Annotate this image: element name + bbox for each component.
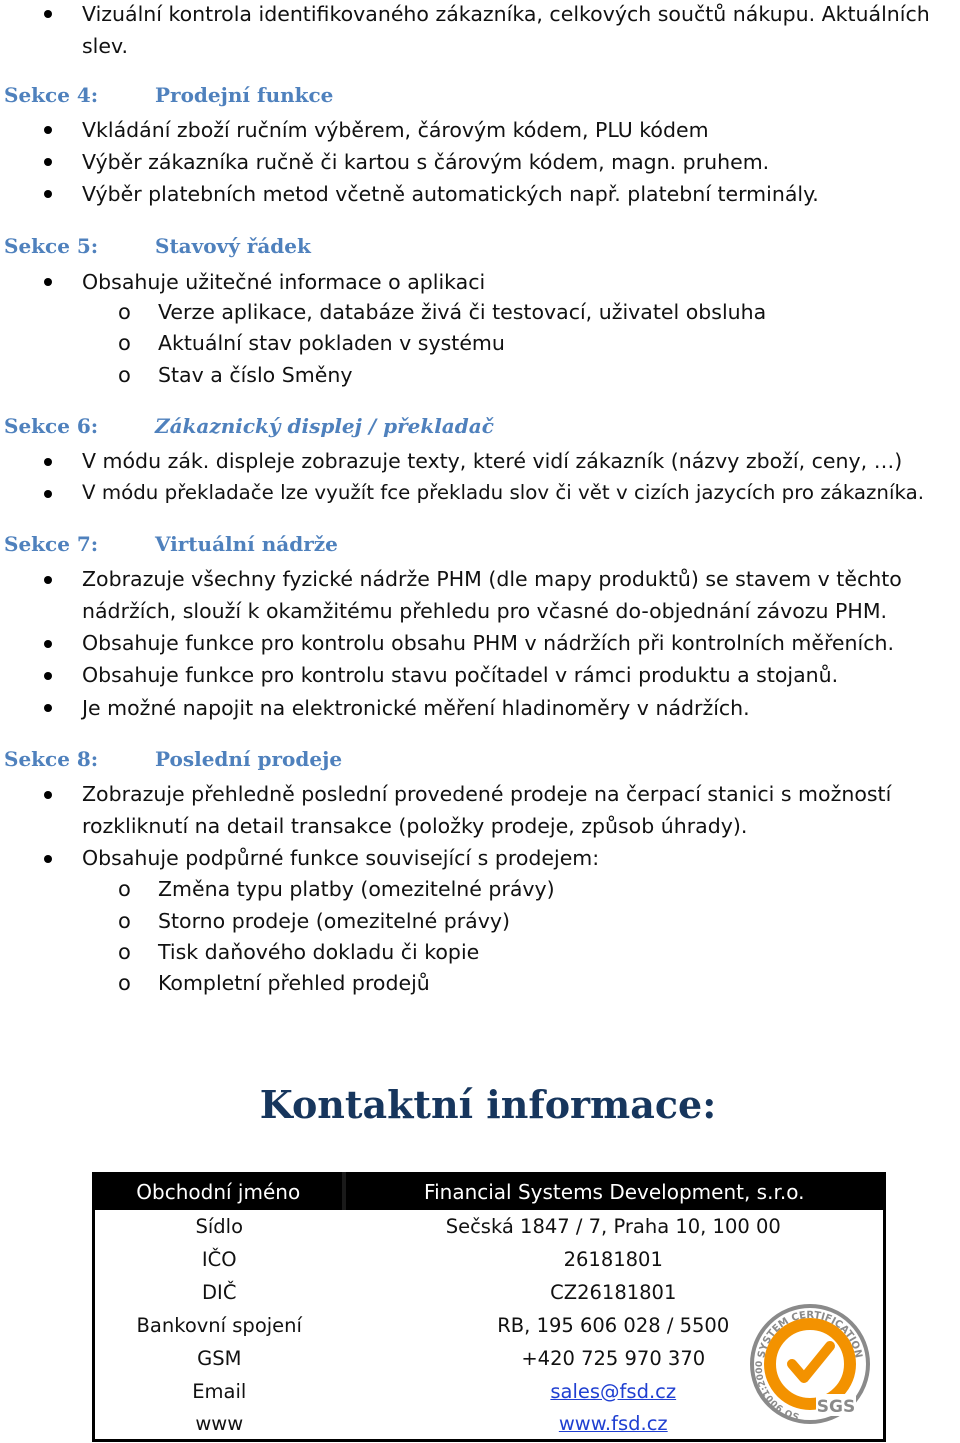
header-value: Financial Systems Development, s.r.o. (344, 1174, 885, 1210)
row-label: Bankovní spojení (136, 1313, 302, 1337)
table-row (94, 1210, 885, 1243)
list-item: Obsahuje funkce pro kontrolu stavu počítadel v rámci produktu a stojanů. (82, 663, 839, 687)
row-label: www (195, 1411, 244, 1435)
row-value: 26181801 (563, 1247, 663, 1271)
iso-certification-seal (748, 1302, 872, 1426)
sub-bullet: o (118, 877, 131, 901)
bullet (44, 458, 52, 466)
section-7-title: Virtuální nádrže (155, 532, 338, 556)
sub-bullet: o (118, 909, 131, 933)
sub-bullet: o (118, 331, 131, 355)
bullet (44, 190, 52, 198)
intro-line-2: slev. (82, 34, 129, 58)
seal-top-text: SYSTEM CERTIFICATION (756, 1309, 864, 1360)
list-item: Obsahuje funkce pro kontrolu obsahu PHM v nádržích při kontrolních měřeních. (82, 631, 895, 655)
section-6-title: Zákaznický displej / překladač (155, 414, 494, 438)
bullet (44, 126, 52, 134)
bullet (44, 704, 52, 712)
section-5-title: Stavový řádek (155, 234, 311, 258)
contact-heading: Kontaktní informace: (259, 1082, 717, 1127)
sub-list-item: Storno prodeje (omezitelné právy) (158, 909, 511, 933)
bullet (44, 576, 52, 584)
email-link[interactable]: sales@fsd.cz (550, 1379, 677, 1403)
list-item-continuation: nádržích, slouží k okamžitému přehledu pro včasné do-objednání závozu PHM. (82, 599, 888, 623)
website-link[interactable]: www.fsd.cz (558, 1411, 668, 1435)
list-item: V módu překladače lze využít fce překladu slov či vět v cizích jazycích pro zákazníka. (82, 481, 924, 504)
list-item: V módu zák. displeje zobrazuje texty, které vidí zákazník (názvy zboží, ceny, …) (82, 449, 903, 473)
bullet (44, 672, 52, 680)
bullet (44, 278, 52, 286)
sub-list-item: Tisk daňového dokladu či kopie (158, 940, 480, 964)
sub-list-item: Aktuální stav pokladen v systému (158, 331, 505, 355)
row-label: GSM (197, 1346, 242, 1370)
seal-brand: SGS (816, 1397, 856, 1417)
list-item: Je možné napojit na elektronické měření hladinoměry v nádržích. (82, 696, 750, 720)
row-value: +420 725 970 370 (521, 1346, 706, 1370)
sub-list-item: Změna typu platby (omezitelné právy) (158, 877, 555, 901)
list-item: Obsahuje užitečné informace o aplikaci (82, 270, 486, 294)
bullet (44, 855, 52, 863)
list-item: Obsahuje podpůrné funkce související s prodejem: (82, 846, 600, 870)
sub-bullet: o (118, 300, 131, 324)
section-7-label: Sekce 7: (4, 532, 99, 556)
list-item: Zobrazuje všechny fyzické nádrže PHM (dle mapy produktů) se stavem v těchto (82, 567, 902, 591)
section-4-label: Sekce 4: (4, 83, 99, 107)
row-label: Sídlo (195, 1214, 244, 1238)
bullet (44, 791, 52, 799)
table-row (94, 1243, 885, 1276)
sub-list-item: Kompletní přehled prodejů (158, 971, 430, 995)
section-8-label: Sekce 8: (4, 747, 99, 771)
section-4-title: Prodejní funkce (155, 83, 334, 107)
sub-bullet: o (118, 940, 131, 964)
table-header-row (94, 1174, 885, 1210)
header-label: Obchodní jméno (94, 1174, 344, 1210)
list-item: Výběr platebních metod včetně automatických např. platební terminály. (82, 182, 819, 206)
list-item: Vkládání zboží ručním výběrem, čárovým kódem, PLU kódem (82, 118, 709, 142)
row-label: Email (192, 1379, 247, 1403)
row-value: CZ26181801 (550, 1280, 677, 1304)
list-item: Zobrazuje přehledně poslední provedené prodeje na čerpací stanici s možností (82, 782, 892, 806)
row-label: IČO (201, 1247, 237, 1271)
bullet (44, 490, 52, 498)
section-5-label: Sekce 5: (4, 234, 99, 258)
section-6-label: Sekce 6: (4, 414, 99, 438)
section-8-title: Poslední prodeje (155, 747, 343, 771)
intro-line-1: Vizuální kontrola identifikovaného zákazníka, celkových součtů nákupu. Aktuálních (82, 2, 930, 26)
row-label: DIČ (202, 1280, 237, 1304)
sub-bullet: o (118, 363, 131, 387)
sub-list-item: Verze aplikace, databáze živá či testovací, uživatel obsluha (158, 300, 767, 324)
row-value: Sečská 1847 / 7, Praha 10, 100 00 (445, 1214, 781, 1238)
bullet (44, 640, 52, 648)
seal-bottom-text: SO 9001:2000 (754, 1360, 801, 1421)
row-value: RB, 195 606 028 / 5500 (497, 1313, 730, 1337)
sub-list-item: Stav a číslo Směny (158, 363, 353, 387)
list-item: Výběr zákazníka ručně či kartou s čárovým kódem, magn. pruhem. (82, 150, 770, 174)
sub-bullet: o (118, 971, 131, 995)
bullet (44, 10, 52, 18)
bullet (44, 158, 52, 166)
list-item-continuation: rozkliknutí na detail transakce (položky prodeje, způsob úhrady). (82, 814, 748, 838)
